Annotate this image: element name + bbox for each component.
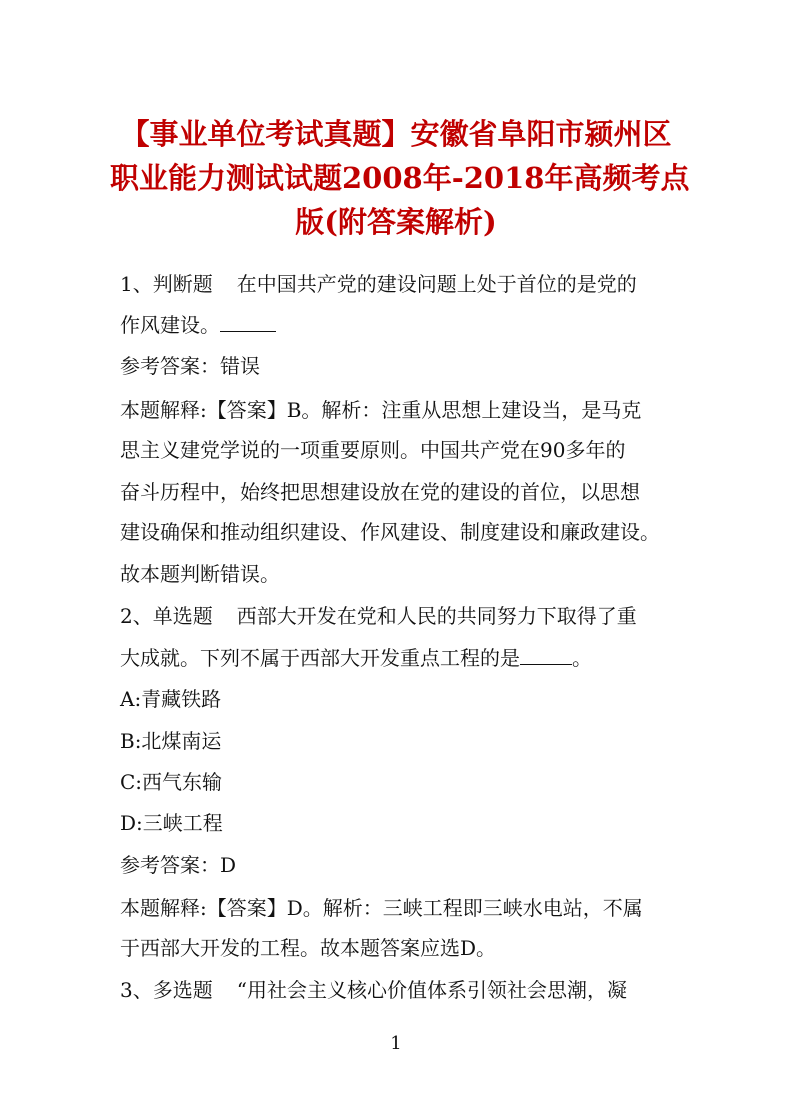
question-2-explanation-line-2: 于西部大开发的工程。故本题答案应选D。 — [120, 936, 497, 960]
question-2-answer: 参考答案：D — [120, 853, 237, 877]
question-3-stem-line-1 — [120, 976, 627, 1004]
question-2-option-c: C:西气东输 — [120, 770, 223, 794]
question-2-stem-text: 西部大开发在党和人民的共同努力下取得了重 — [236, 604, 637, 628]
question-3-type: 3、多选题 — [120, 978, 213, 1002]
question-2-option-b: B:北煤南运 — [120, 729, 222, 753]
title-line-1: 【事业单位考试真题】安徽省阜阳市颍州区 — [120, 117, 672, 151]
question-2-option-d: D:三峡工程 — [120, 811, 223, 835]
question-2-stem-line-1 — [120, 602, 637, 630]
question-1-explanation-line-3: 奋斗历程中，始终把思想建设放在党的建设的首位，以思想 — [120, 480, 640, 504]
question-1-stem-text-2: 作风建设。 — [120, 313, 220, 337]
question-1-type: 1、判断题 — [120, 272, 213, 296]
question-2-stem-text-2: 大成就。下列不属于西部大开发重点工程的是 — [120, 646, 520, 670]
answer-blank — [520, 663, 572, 665]
question-2-stem-line-2 — [120, 644, 592, 672]
question-1-explanation-line-4: 建设确保和推动组织建设、作风建设、制度建设和廉政建设。 — [120, 520, 660, 544]
question-1-explanation-line-2: 思主义建党学说的一项重要原则。中国共产党在90多年的 — [120, 438, 626, 462]
question-1-explanation-line-1: 本题解释:【答案】B。解析：注重从思想上建设当，是马克 — [120, 398, 642, 422]
question-2-option-a: A:青藏铁路 — [120, 687, 222, 711]
page-number: 1 — [390, 1033, 402, 1054]
question-3-stem-text: “用社会主义核心价值体系引领社会思潮，凝 — [236, 978, 627, 1002]
question-2-type: 2、单选题 — [120, 604, 213, 628]
question-1-stem-line-1 — [120, 270, 637, 298]
document-title — [110, 112, 690, 244]
question-1-stem-text: 在中国共产党的建设问题上处于首位的是党的 — [236, 272, 637, 296]
title-line-2: 职业能力测试试题2008年-2018年高频考点 — [110, 161, 690, 195]
question-2-explanation-line-1: 本题解释:【答案】D。解析：三峡工程即三峡水电站，不属 — [120, 896, 643, 920]
question-1-stem-line-2 — [120, 311, 276, 339]
question-1-explanation-line-5: 故本题判断错误。 — [120, 562, 280, 586]
question-2-stem-end: 。 — [572, 646, 592, 670]
answer-blank — [220, 330, 276, 332]
question-1-answer: 参考答案：错误 — [120, 354, 260, 378]
title-line-3: 版(附答案解析) — [295, 205, 497, 239]
